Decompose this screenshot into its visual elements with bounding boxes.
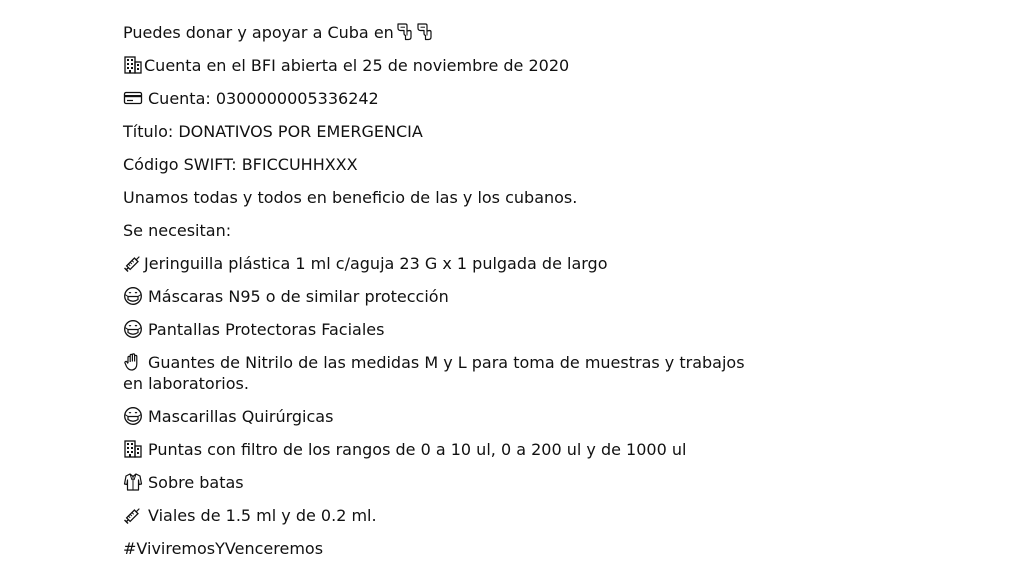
list-item-face-shields [123, 319, 763, 340]
syringe-text: Jeringuilla plástica 1 ml c/aguja 23 G x 1 pulgada de largo [144, 254, 608, 273]
masks-n95-text: Máscaras N95 o de similar protección [148, 287, 449, 306]
credit-card-icon [123, 88, 143, 108]
list-item-gloves [123, 352, 763, 394]
surgical-masks-text: Mascarillas Quirúrgicas [148, 407, 334, 426]
title-line [123, 121, 763, 142]
unite-line [123, 187, 763, 208]
title-text: Título: DONATIVOS POR EMERGENCIA [123, 122, 423, 141]
syringe-icon [123, 253, 143, 273]
needed-line [123, 220, 763, 241]
lab-coat-icon [123, 472, 143, 492]
list-item-vials [123, 505, 763, 526]
face-with-mask-icon [123, 286, 143, 306]
swift-text: Código SWIFT: BFICCUHHXXX [123, 155, 358, 174]
account-opened-line [123, 55, 763, 76]
gowns-text: Sobre batas [148, 473, 244, 492]
swift-line [123, 154, 763, 175]
face-with-mask-icon [123, 319, 143, 339]
account-opened-text: Cuenta en el BFI abierta el 25 de noviembre de 2020 [144, 56, 570, 75]
office-building-icon [123, 439, 143, 459]
account-number-line [123, 88, 763, 109]
office-building-icon [123, 55, 143, 75]
hashtag-text: #ViviremosYVenceremos [123, 539, 324, 558]
vials-text: Viales de 1.5 ml y de 0.2 ml. [148, 506, 377, 525]
list-item-filter-tips [123, 439, 763, 460]
needed-text: Se necesitan: [123, 221, 232, 240]
account-number-text: Cuenta: 0300000005336242 [148, 89, 379, 108]
list-item-syringe [123, 253, 763, 274]
gloves-text: Guantes de Nitrilo de las medidas M y L para toma de muestras y trabajos en laboratorios. [123, 353, 745, 393]
filter-tips-text: Puntas con filtro de los rangos de 0 a 10 ul, 0 a 200 ul y de 1000 ul [148, 440, 687, 459]
list-item-masks-n95 [123, 286, 763, 307]
intro-text: Puedes donar y apoyar a Cuba en [123, 23, 394, 42]
hashtag-line [123, 538, 763, 559]
hand-pointing-down-icon [415, 22, 434, 42]
list-item-surgical-masks [123, 406, 763, 427]
document-body [123, 22, 763, 559]
hand-pointing-down-icon [395, 22, 414, 42]
face-shields-text: Pantallas Protectoras Faciales [148, 320, 385, 339]
list-item-gowns [123, 472, 763, 493]
intro-line [123, 22, 763, 43]
face-with-mask-icon [123, 406, 143, 426]
raised-hand-icon [123, 352, 143, 372]
unite-text: Unamos todas y todos en beneficio de las y los cubanos. [123, 188, 578, 207]
syringe-icon [123, 505, 143, 525]
